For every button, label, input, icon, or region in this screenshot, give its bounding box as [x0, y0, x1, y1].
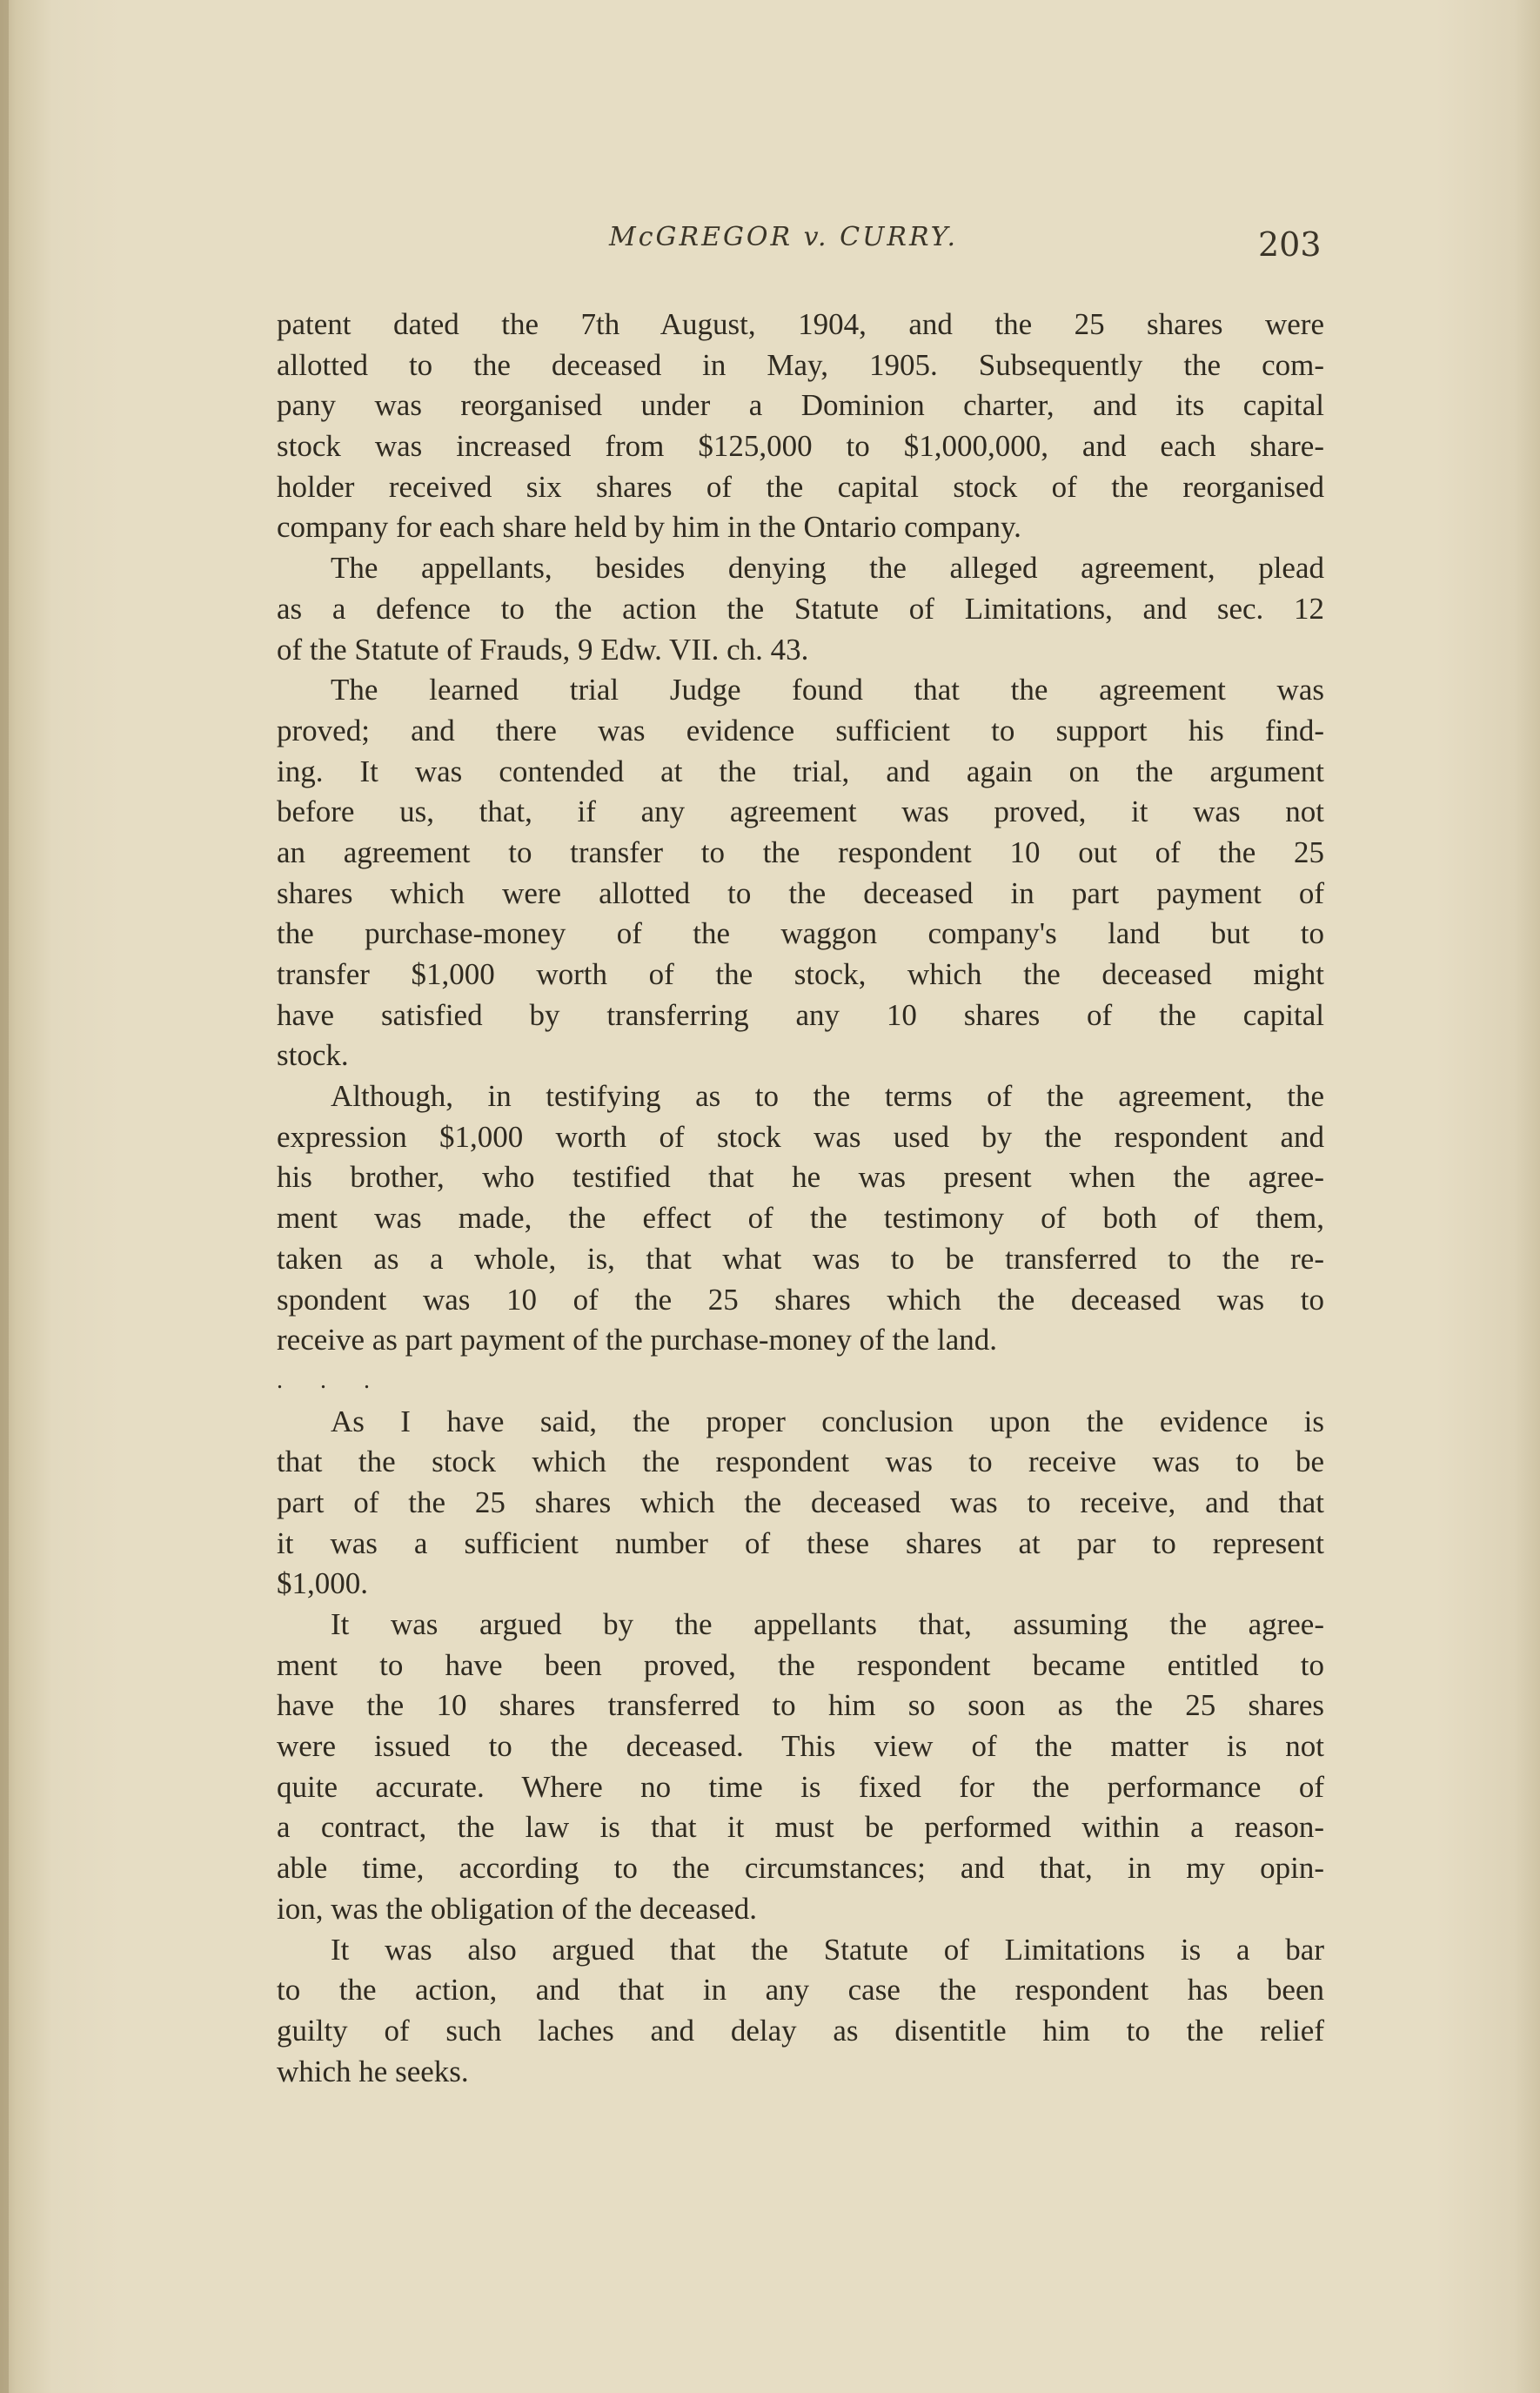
page-spine-shadow: [0, 0, 9, 2393]
page-header: [0, 222, 1540, 274]
text-line: to the action, and that in any case the respondent has been: [277, 1973, 1324, 2008]
text-line: As I have said, the proper conclusion upon the evidence is: [331, 1404, 1324, 1438]
text-line: guilty of such laches and delay as disentitle him to the relief: [277, 2013, 1324, 2048]
omission-ellipsis: . . .: [277, 1366, 385, 1394]
text-line: before us, that, if any agreement was proved, it was not: [277, 794, 1324, 829]
text-line: have the 10 shares transferred to him so soon as the 25 shares: [277, 1688, 1324, 1723]
paragraph: [277, 1361, 1324, 1402]
text-line: company for each share held by him in the Ontario company.: [277, 510, 1021, 545]
text-line: receive as part payment of the purchase-money of the land.: [277, 1323, 997, 1357]
paragraph: [277, 305, 1324, 548]
paragraph: [277, 1076, 1324, 1361]
text-line: pany was reorganised under a Dominion charter, and its capital: [277, 388, 1324, 423]
text-line: ment to have been proved, the respondent became entitled to: [277, 1647, 1324, 1682]
text-line: The appellants, besides denying the alleged agreement, plead: [331, 551, 1324, 586]
text-line: Although, in testifying as to the terms of the agreement, the: [331, 1079, 1324, 1114]
text-line: which he seeks.: [277, 2054, 469, 2088]
paragraph: [277, 670, 1324, 1076]
running-head: McGREGOR v. CURRY.: [609, 222, 959, 252]
text-line: proved; and there was evidence sufficient to support his find-: [277, 713, 1324, 747]
text-line: were issued to the deceased. This view of the matter is not: [277, 1729, 1324, 1764]
text-line: of the Statute of Frauds, 9 Edw. VII. ch. 43.: [277, 632, 809, 667]
text-line: it was a sufficient number of these shares at par to represent: [277, 1525, 1324, 1560]
paragraph: [277, 548, 1324, 670]
text-line: as a defence to the action the Statute of Limitations, and sec. 12: [277, 591, 1324, 626]
text-line: a contract, the law is that it must be performed within a reason-: [277, 1810, 1324, 1845]
text-line: stock.: [277, 1038, 349, 1073]
paragraph: [277, 1402, 1324, 1605]
paragraph: [277, 1930, 1324, 2093]
text-line: have satisfied by transferring any 10 shares of the capital: [277, 997, 1324, 1032]
text-line: allotted to the deceased in May, 1905. Subsequently the com-: [277, 347, 1324, 382]
text-line: It was also argued that the Statute of Limitations is a bar: [331, 1932, 1324, 1967]
text-line: that the stock which the respondent was to receive was to be: [277, 1445, 1324, 1479]
text-line: ion, was the obligation of the deceased.: [277, 1891, 758, 1926]
text-line: quite accurate. Where no time is fixed for the performance of: [277, 1769, 1324, 1804]
text-line: ing. It was contended at the trial, and again on the argument: [277, 754, 1324, 788]
text-line: able time, according to the circumstances; and that, in my opin-: [277, 1851, 1324, 1886]
body-text: [277, 305, 1324, 2092]
text-line: expression $1,000 worth of stock was used by the respondent and: [277, 1119, 1324, 1154]
text-line: his brother, who testified that he was present when the agree-: [277, 1160, 1324, 1195]
text-line: spondent was 10 of the 25 shares which the deceased was to: [277, 1282, 1324, 1317]
text-line: The learned trial Judge found that the agreement was: [331, 673, 1324, 707]
text-line: shares which were allotted to the deceased in part payment of: [277, 875, 1324, 910]
text-line: patent dated the 7th August, 1904, and the 25 shares were: [277, 307, 1324, 341]
text-line: an agreement to transfer to the respondent 10 out of the 25: [277, 835, 1324, 869]
text-line: the purchase-money of the waggon company's land but to: [277, 916, 1324, 951]
text-line: stock was increased from $125,000 to $1,000,000, and each share-: [277, 429, 1324, 464]
text-line: transfer $1,000 worth of the stock, which the deceased might: [277, 957, 1324, 991]
text-line: ment was made, the effect of the testimony of both of them,: [277, 1201, 1324, 1236]
paragraph: [277, 1605, 1324, 1930]
text-line: taken as a whole, is, that what was to be transferred to the re-: [277, 1241, 1324, 1276]
text-line: $1,000.: [277, 1566, 368, 1601]
text-line: part of the 25 shares which the deceased was to receive, and that: [277, 1485, 1324, 1519]
text-line: It was argued by the appellants that, assuming the agree-: [331, 1607, 1324, 1641]
page-number: 203: [1258, 225, 1322, 264]
text-line: holder received six shares of the capital stock of the reorganised: [277, 469, 1324, 504]
